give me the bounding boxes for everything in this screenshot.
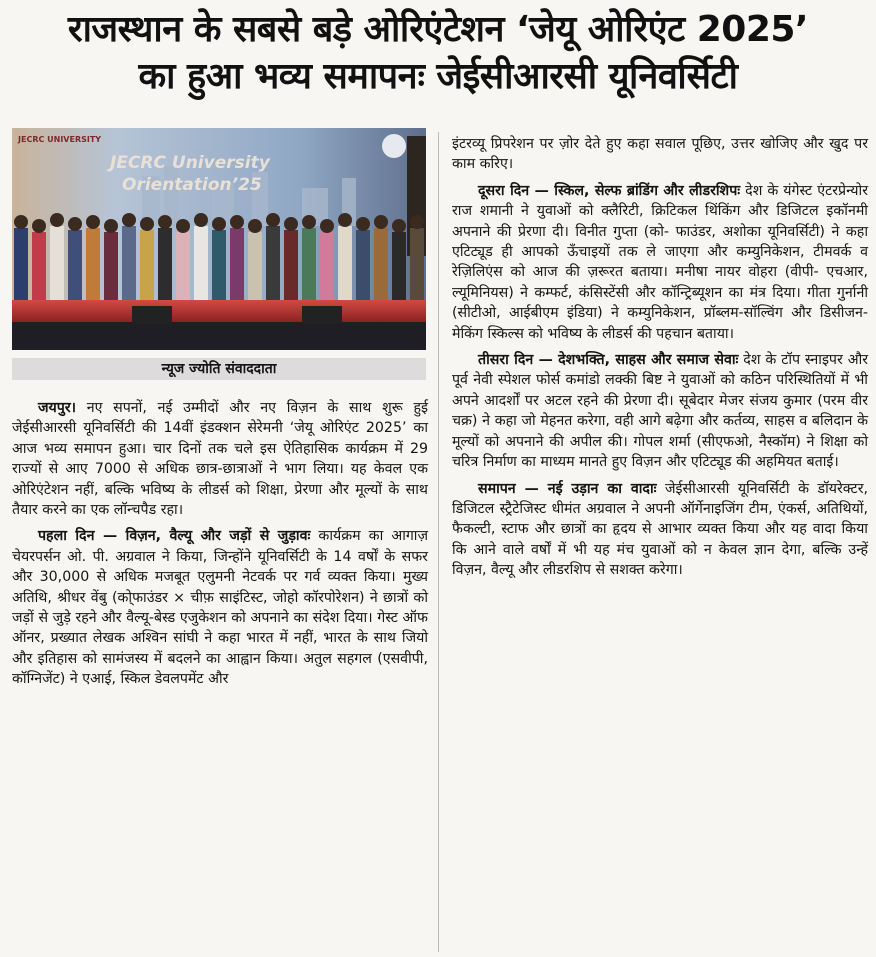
paragraph-continuation: इंटरव्यू प्रिपरेशन पर ज़ोर देते हुए कहा सवाल पूछिए, उत्तर खोजिए और खुद पर काम करिए। <box>452 136 868 173</box>
subheading-day-two: दूसरा दिन — स्किल, सेल्फ ब्रांडिंग और लीडरशिपः <box>478 182 741 199</box>
crowd <box>14 213 424 302</box>
paragraph-text: देश के टॉप स्नाइपर और पूर्व नेवी स्पेशल फोर्स कमांडो लक्की बिष्ट ने युवाओं को कठिन परिस्थितियों में भी अपने आदर्शों पर अटल रहने की प्रेरणा दी। सूबेदार मेजर संजय कुमार (परम वीर चक्र) ने कहा जो मेहनत करेगा, वही आगे बढ़ेगा और कर्तव्य, साहस व बलिदान के मूल्यों को अपनाने की अपील की। गोपल शर्मा (सीएफओ, नैस्कॉम) ने शिक्षा को चरित्र निर्माण का माध्यम मानते हुए विज़न और एटिट्यूड की अहमियत बताई। <box>452 352 869 471</box>
right-column <box>452 134 868 581</box>
paragraph-closing <box>452 479 868 581</box>
column-divider <box>438 132 439 952</box>
badge-icon <box>382 134 406 158</box>
university-logo-text: JECRC UNIVERSITY <box>18 135 102 144</box>
byline: न्यूज ज्योति संवाददाता <box>12 358 426 380</box>
headline-line-1: राजस्थान के सबसे बड़े ओरिएंटेशन ‘जेयू ओरिएंट 2025’ <box>67 9 809 50</box>
paragraph-day-one <box>12 526 428 689</box>
subheading-day-three: तीसरा दिन — देशभक्ति, साहस और समाज सेवाः <box>478 352 739 369</box>
subheading-day-one: पहला दिन — विज़न, वैल्यू और जड़ों से जुड़ावः <box>38 528 311 545</box>
paragraph-day-three <box>452 350 868 472</box>
paragraph-text: कार्यक्रम का आगाज़ चेयरपर्सन ओ. पी. अग्रवाल ने किया, जिन्होंने यूनिवर्सिटी के 14 वर्षों के सफर और 30,000 से अधिक मजबूत एलुमनी नेटवर्क पर गर्व व्यक्त किया। मुख्य अतिथि, श्रीधर वेंबु (को्फाउंडर × चीफ़ साइंटिस्ट, जोहो कॉरपोरेशन) ने छात्रों को जड़ों से जुड़े रहने और वैल्यू-बेस्ड एजुकेशन को अपनाने का संदेश दिया। गेस्ट ऑफ ऑनर, प्रख्यात लेखक अश्विन सांघी ने कहा भारत में नहीं, भारत के साथ जियो और इतिहास को सामंजस्य में बदलने का आह्वान किया। अतुल सहगल (एसवीपी, कॉग्निजेंट) ने एआई, स्किल डेवलपमेंट और <box>12 528 429 688</box>
paragraph-intro <box>12 398 428 520</box>
headline <box>6 6 870 100</box>
banner-title-line-2: Orientation’25 <box>122 175 262 195</box>
paragraph-day-two <box>452 181 868 344</box>
headline-line-2: का हुआ भव्य समापनः जेईसीआरसी यूनिवर्सिटी <box>138 56 738 97</box>
dateline: जयपुर। <box>38 400 76 416</box>
subheading-closing: समापन — नई उड़ान का वादाः <box>478 480 657 497</box>
orientation-stage-image <box>12 128 426 350</box>
paragraph-text: जेईसीआरसी यूनिवर्सिटी के डॉयरेक्टर, डिजिटल स्ट्रैटेजिस्ट धीमंत अग्रवाल ने अपनी ऑर्गेनाइजिंग टीम, एंकर्स, अतिथियों, फैकल्टी, स्टाफ और छात्रों का हृदय से आभार व्यक्त किया और यह वादा किया कि आने वाले वर्षों में भी यह मंच युवाओं को न केवल ज्ञान देगा, बल्कि उन्हें विज़न, वैल्यू और लीडरशिप से सशक्त करेगा। <box>452 480 869 579</box>
banner-title-line-1: JECRC University <box>110 153 270 173</box>
event-photo <box>12 128 426 350</box>
paragraph-text: नए सपनों, नई उम्मीदों और नए विज़न के साथ शुरू हुई जेईसीआरसी यूनिवर्सिटी की 14वीं इंडक्शन सेरेमनी ‘जेयू ओरिएंट 2025’ का आज भव्य समापन हुआ। चार दिनों तक चले इस ऐतिहासिक कार्यक्रम में 29 राज्यों से आए 7000 से अधिक छात्र-छात्राओं ने भाग लिया। यह केवल एक ओरिएंटेशन नहीं, बल्कि भविष्य के लीडर्स को शिक्षा, प्रेरणा और मूल्यों के साथ तैयार करने का एक लॉन्चपैड रहा। <box>12 400 428 519</box>
paragraph-text: देश के यंगेस्ट एंटरप्रेन्योर राज शमानी ने युवाओं को क्लैरिटी, क्रिटिकल थिंकिंग और डिजिटल इकॉनमी अपनाने की प्रेरणा दी। विनीत गुप्ता (को- फाउंडर, अशोका यूनिवर्सिटी) ने कहा एटिट्यूड ही आपको ऊँचाइयों तक ले जाएगा और कम्युनिकेशन, टीमवर्क व रेज़िलिएंस को आज की ज़रूरत बताया। मनीषा नायर वोहरा (वीपी- एचआर, ल्यूमिनियस) ने कम्फर्ट, कंसिस्टेंसी और कॉन्ट्रिब्यूशन का मंत्र दिया। गीता गुर्नानी (सीटीओ, आईबीएम इंडिया) ने कम्युनिकेशन, प्रॉब्लम-सॉल्विंग और डिसीजन-मेकिंग स्किल्स को भविष्य के लीडर्स की पहचान बताया। <box>452 182 868 342</box>
left-column <box>12 398 428 690</box>
